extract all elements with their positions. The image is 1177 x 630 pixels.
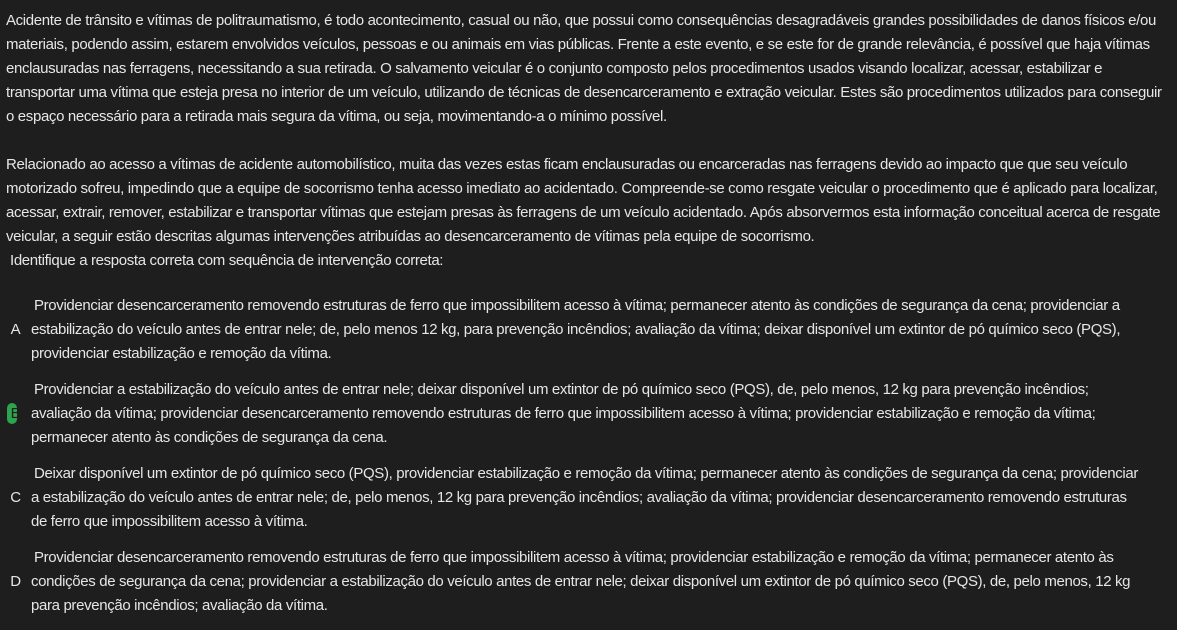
option-a-line-2: estabilização do veículo antes de entrar nele; de, pelo menos 12 kg, para prevenção incêndios; avaliação da vítima; deixar disponível um extintor de pó químico seco (PQS),: [31, 321, 1121, 338]
question-body: [6, 9, 1170, 273]
option-text-c[interactable]: [31, 462, 1177, 534]
option-c-line-2: a estabilização do veículo antes de entrar nele; de, pelo menos, 12 kg para prevenção incêndios; avaliação da vítima; providenciar desencarceramento removendo estruturas: [31, 489, 1127, 506]
option-letter-b[interactable]: B: [0, 402, 31, 426]
question-paragraph-1: Acidente de trânsito e vítimas de politraumatismo, é todo acontecimento, casual ou não, que possui como consequências desagradáveis grandes possibilidades de danos físicos e/ou materiais, podendo assim, estarem envolvidos veículos, pessoas e ou animais em vias públicas. Frente a este evento, e se este for de grande relevância, é possível que haja vítimas enclausuradas nas ferragens, necessitando a sua retirada. O salvamento veicular é o conjunto composto pelos procedimentos usados visando localizar, acessar, estabilizar e transportar uma vítima que esteja presa no interior de um veículo, utilizando de técnicas de desencarceramento e extração veicular. Estes são procedimentos utilizados para conseguir o espaço necessário para a retirada mais segura da vítima, ou seja, movimentando-a o mínimo possível.: [6, 12, 1162, 125]
option-letter-c[interactable]: C: [10, 489, 21, 506]
question-instruction: Identifique a resposta correta com sequência de intervenção correta:: [10, 252, 444, 269]
option-d-line-3: para prevenção incêndios; avaliação da vítima.: [31, 597, 328, 614]
option-d-line-1: Providenciar desencarceramento removendo estruturas de ferro que impossibilitem acesso à vítima; providenciar estabilização e remoção da vítima; permanecer atento às: [34, 549, 1114, 566]
option-a-line-3: providenciar estabilização e remoção da vítima.: [31, 345, 332, 362]
option-b-line-3: permanecer atento às condições de segurança da cena.: [31, 429, 388, 446]
option-c-line-1: Deixar disponível um extintor de pó químico seco (PQS), providenciar estabilização e remoção da vítima; permanecer atento às condições de segurança da cena; providenciar: [34, 465, 1138, 482]
answer-options: [0, 294, 1177, 630]
option-c-line-3: de ferro que impossibilitem acesso à vítima.: [31, 513, 308, 530]
option-b-line-1: Providenciar a estabilização do veículo antes de entrar nele; deixar disponível um extintor de pó químico seco (PQS), de, pelo menos, 12 kg para prevenção incêndios;: [34, 381, 1089, 398]
option-letter-a[interactable]: A: [10, 321, 21, 338]
option-text-a[interactable]: [31, 294, 1177, 366]
option-a[interactable]: [0, 294, 1177, 366]
option-letter-d[interactable]: D: [10, 573, 21, 590]
option-b-line-2: avaliação da vítima; providenciar desencarceramento removendo estruturas de ferro que impossibilitem acesso à vítima; providenciar estabilização e remoção da vítima;: [31, 405, 1096, 422]
option-b[interactable]: [0, 378, 1177, 450]
option-a-line-1: Providenciar desencarceramento removendo estruturas de ferro que impossibilitem acesso à vítima; permanecer atento às condições de segurança da cena; providenciar a: [34, 297, 1120, 314]
option-c[interactable]: [0, 462, 1177, 534]
question-paragraph-2: Relacionado ao acesso a vítimas de acidente automobilístico, muita das vezes estas ficam enclausuradas ou encarceradas nas ferragens devido ao impacto que que seu veículo motorizado sofreu, impedindo que a equipe de socorrismo tenha acesso imediato ao acidentado. Compreende-se como resgate veicular o procedimento que é aplicado para localizar, acessar, extrair, remover, estabilizar e transportar vítimas que estejam presas às ferragens de um veículo acidentado. Após absorvermos esta informação conceitual acerca de resgate veicular, a seguir estão descritas algumas intervenções atribuídas ao desencarceramento de vítimas pela equipe de socorrismo.: [6, 156, 1161, 245]
option-d-line-2: condições de segurança da cena; providenciar a estabilização do veículo antes de entrar nele; deixar disponível um extintor de pó químico seco (PQS), de, pelo menos, 12 kg: [31, 573, 1131, 590]
option-text-b[interactable]: [31, 378, 1177, 450]
option-text-d[interactable]: [31, 546, 1177, 618]
option-d[interactable]: [0, 546, 1177, 618]
